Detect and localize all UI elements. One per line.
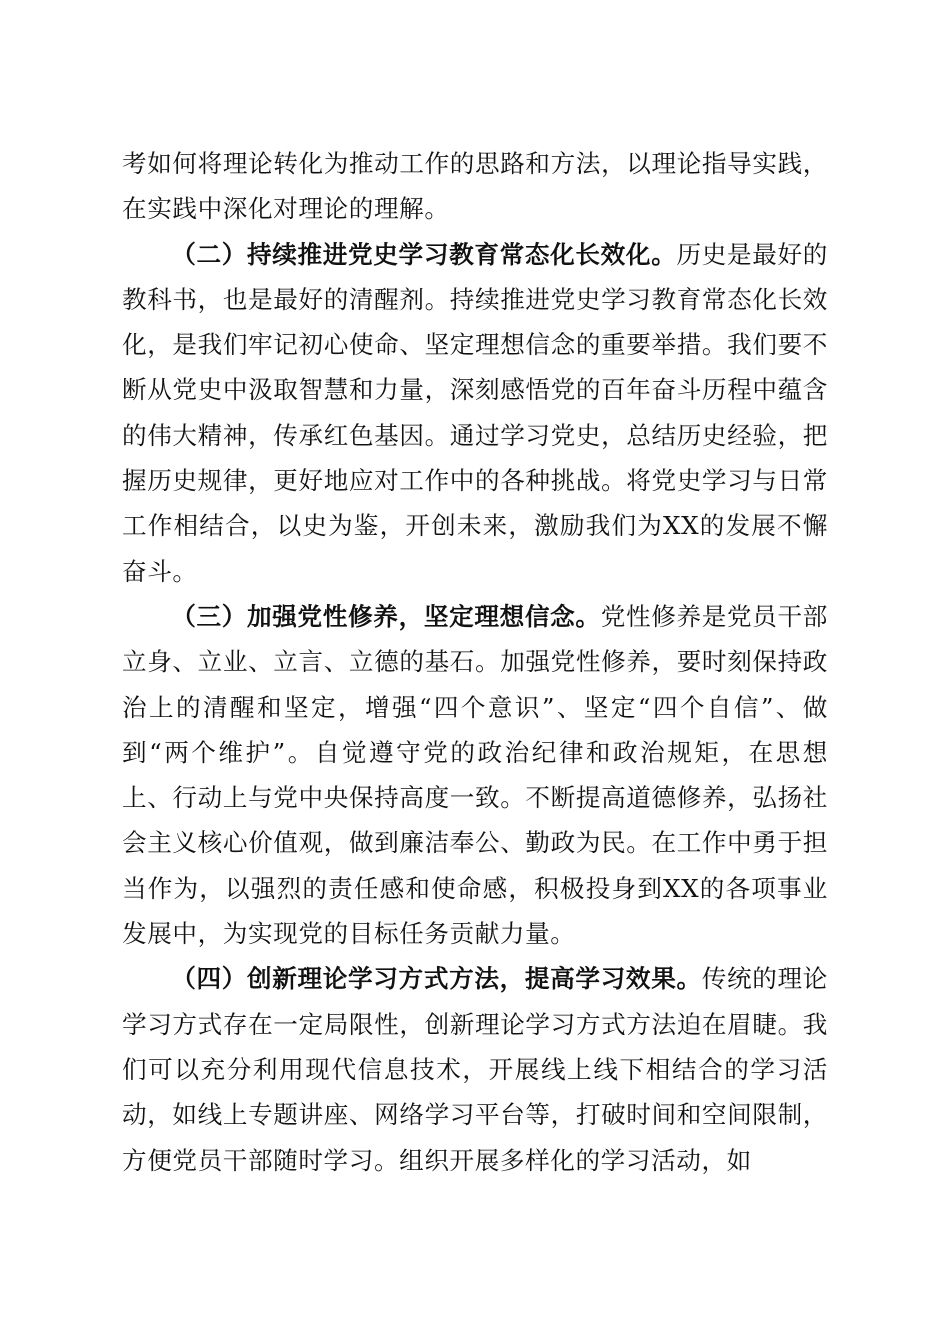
section-heading-3: （三）加强党性修养，坚定理想信念。 (171, 601, 601, 631)
paragraph-text: 党性修养是党员干部立身、立业、立言、立德的基石。加强党性修养，要时刻保持政治上的清醒和坚定，增强“四个意识”、坚定“四个自信”、做到“两个维护”。自觉遵守党的政治纪律和政治规矩，在思想上、行动上与党中央保持高度一致。不断提高道德修养，弘扬社会主义核心价值观，做到廉洁奉公、勤政为民。在工作中勇于担当作为，以强烈的责任感和使命感，积极投身到XX的各项事业发展中，为实现党的目标任务贡献力量。 (122, 601, 828, 949)
section-heading-4: （四）创新理论学习方式方法，提高学习效果。 (171, 964, 702, 994)
paragraph-text: 考如何将理论转化为推动工作的思路和方法，以理论指导实践，在实践中深化对理论的理解。 (122, 149, 828, 224)
paragraph-text: 历史是最好的教科书，也是最好的清醒剂。持续推进党史学习教育常态化长效化，是我们牢记初心使命、坚定理想信念的重要举措。我们要不断从党史中汲取智慧和力量，深刻感悟党的百年奋斗历程中蕴含的伟大精神，传承红色基因。通过学习党史，总结历史经验，把握历史规律，更好地应对工作中的各种挑战。将党史学习与日常工作相结合，以史为鉴，开创未来，激励我们为XX的发展不懈奋斗。 (122, 239, 828, 586)
paragraph-section-3 (122, 594, 828, 956)
paragraph-section-2 (122, 232, 828, 594)
paragraph-section-4 (122, 956, 828, 1182)
paragraph-text: 传统的理论学习方式存在一定局限性，创新理论学习方式方法迫在眉睫。我们可以充分利用现代信息技术，开展线上线下相结合的学习活动，如线上专题讲座、网络学习平台等，打破时间和空间限制，方便党员干部随时学习。组织开展多样化的学习活动，如 (122, 964, 828, 1175)
document-body (122, 141, 828, 1183)
section-heading-2: （二）持续推进党史学习教育常态化长效化。 (171, 239, 677, 269)
paragraph-continuation (122, 141, 828, 232)
